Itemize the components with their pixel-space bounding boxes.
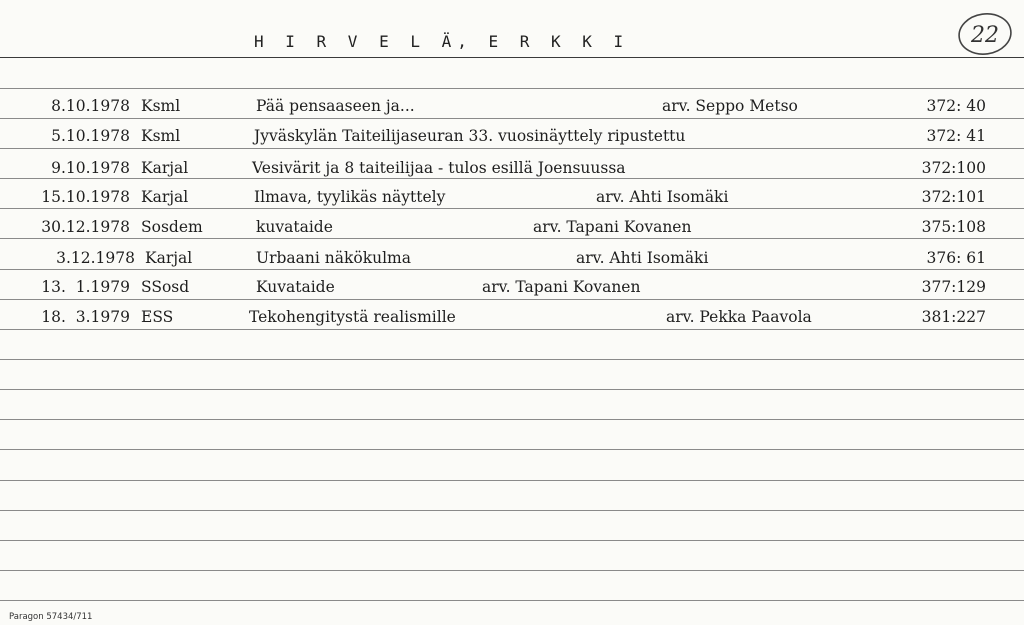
entry-ref: 376: 61	[926, 249, 986, 267]
rule-line	[0, 570, 1024, 571]
entry-title: Jyväskylän Taiteilijaseuran 33. vuosinäyttely ripustettu	[254, 127, 686, 145]
entry-reviewer: arv. Seppo Metso	[662, 97, 798, 115]
entry-ref: 372:100	[921, 159, 986, 177]
handwritten-circle-icon	[955, 10, 1015, 60]
entry-reviewer: arv. Tapani Kovanen	[482, 278, 641, 296]
entry-date: 9.10.1978	[51, 159, 130, 177]
entry-title: Urbaani näkökulma	[256, 249, 411, 267]
entry-paper: Sosdem	[141, 218, 203, 236]
entry-date: 8.10.1978	[51, 97, 130, 115]
entry-row	[0, 276, 1024, 306]
entry-row	[0, 186, 1024, 216]
entry-paper: ESS	[141, 308, 174, 326]
entry-title: Kuvataide	[256, 278, 335, 296]
entry-reviewer: arv. Tapani Kovanen	[533, 218, 692, 236]
rule-line	[0, 510, 1024, 511]
entry-date: 3.12.1978	[56, 249, 135, 267]
entry-title: kuvataide	[256, 218, 333, 236]
rule-line	[0, 57, 1024, 58]
rule-line	[0, 389, 1024, 390]
entry-title: Vesivärit ja 8 taiteilijaa - tulos esillä Joensuussa	[252, 159, 626, 177]
rule-line	[0, 480, 1024, 481]
artist-name: H I R V E L Ä, E R K K I	[254, 32, 630, 51]
entry-paper: Ksml	[141, 127, 181, 145]
entry-paper: Karjal	[141, 159, 189, 177]
card-number: 22	[971, 23, 999, 48]
entry-row	[0, 216, 1024, 246]
rule-line	[0, 419, 1024, 420]
entry-row	[0, 247, 1024, 277]
entry-reviewer: arv. Pekka Paavola	[666, 308, 812, 326]
entry-ref: 381:227	[921, 308, 986, 326]
entry-ref: 377:129	[921, 278, 986, 296]
entry-title: Pää pensaaseen ja...	[256, 97, 415, 115]
entry-date: 5.10.1978	[51, 127, 130, 145]
rule-line	[0, 449, 1024, 450]
entry-paper: Ksml	[141, 97, 181, 115]
entry-date: 15.10.1978	[41, 188, 130, 206]
entry-ref: 372: 40	[926, 97, 986, 115]
entry-title: Ilmava, tyylikäs näyttely	[254, 188, 446, 206]
entry-paper: Karjal	[141, 188, 189, 206]
rule-line	[0, 600, 1024, 601]
entry-date: 30.12.1978	[41, 218, 130, 236]
entry-reviewer: arv. Ahti Isomäki	[576, 249, 709, 267]
entry-paper: SSosd	[141, 278, 190, 296]
entry-date: 13. 1.1979	[41, 278, 130, 296]
form-code: Paragon 57434/711	[9, 612, 93, 622]
entry-row	[0, 306, 1024, 336]
entry-row	[0, 95, 1024, 125]
rule-line	[0, 540, 1024, 541]
entry-title: Tekohengitystä realismille	[249, 308, 456, 326]
entry-row	[0, 125, 1024, 155]
entry-date: 18. 3.1979	[41, 308, 130, 326]
rule-line	[0, 88, 1024, 89]
entry-row	[0, 157, 1024, 187]
entry-reviewer: arv. Ahti Isomäki	[596, 188, 729, 206]
rule-line	[0, 359, 1024, 360]
entry-ref: 372: 41	[926, 127, 986, 145]
card-number-stamp	[955, 10, 1015, 60]
entry-ref: 372:101	[921, 188, 986, 206]
entry-paper: Karjal	[145, 249, 193, 267]
entry-ref: 375:108	[921, 218, 986, 236]
